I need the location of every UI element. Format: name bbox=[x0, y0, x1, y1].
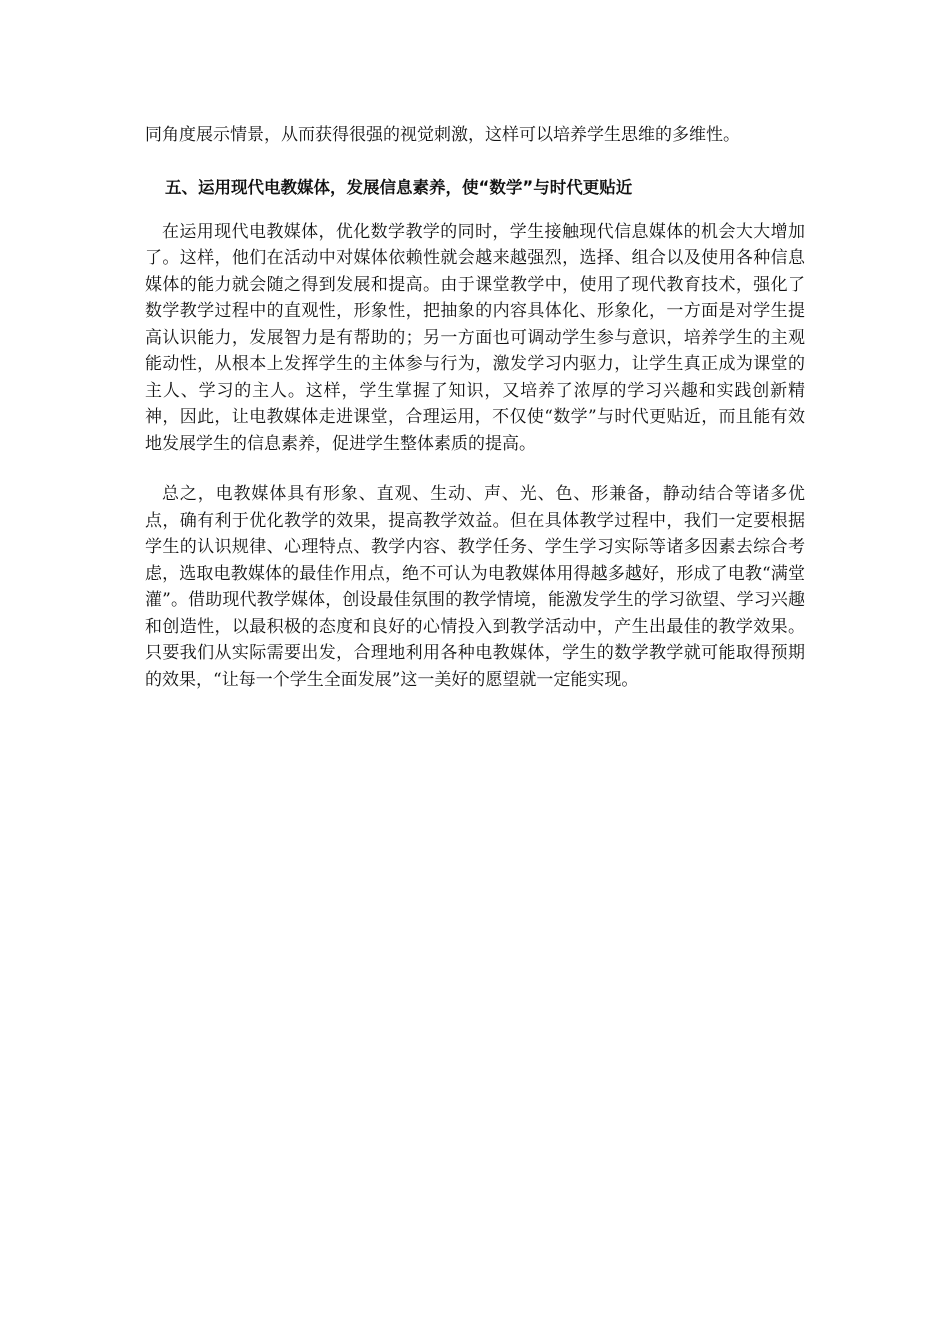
document-body bbox=[145, 122, 805, 693]
paragraph-conclusion: 总之，电教媒体具有形象、直观、生动、声、光、色、形兼备，静动结合等诸多优点，确有利于优化教学的效果，提高教学效益。但在具体教学过程中，我们一定要根据学生的认识规律、心理特点、教学内容、教学任务、学生学习实际等诸多因素去综合考虑，选取电教媒体的最佳作用点，绝不可认为电教媒体用得越多越好，形成了电教“满堂灌”。借助现代教学媒体，创设最佳氛围的教学情境，能激发学生的学习欲望、学习兴趣和创造性，以最积极的态度和良好的心情投入到教学活动中，产生出最佳的教学效果。只要我们从实际需要出发，合理地利用各种电教媒体，学生的数学教学就可能取得预期的效果，“让每一个学生全面发展”这一美好的愿望就一定能实现。 bbox=[145, 484, 805, 690]
paragraph-gap bbox=[145, 457, 805, 481]
paragraph-continuation: 同角度展示情景，从而获得很强的视觉刺激，这样可以培养学生思维的多维性。 bbox=[145, 125, 740, 145]
paragraph-media-literacy: 在运用现代电教媒体，优化数学教学的同时，学生接触现代信息媒体的机会大大增加了。这样，他们在活动中对媒体依赖性就会越来越强烈，选择、组合以及使用各种信息媒体的能力就会随之得到发展和提高。由于课堂教学中，使用了现代教育技术，强化了数学教学过程中的直观性，形象性，把抽象的内容具体化、形象化，一方面是对学生提高认识能力，发展智力是有帮助的；另一方面也可调动学生参与意识，培养学生的主观能动性，从根本上发挥学生的主体参与行为，激发学习内驱力，让学生真正成为课堂的主人、学习的主人。这样，学生掌握了知识，又培养了浓厚的学习兴趣和实践创新精神，因此，让电教媒体走进课堂，合理运用，不仅使“数学”与时代更贴近，而且能有效地发展学生的信息素养，促进学生整体素质的提高。 bbox=[145, 221, 805, 454]
section-heading-5: 五、运用现代电教媒体，发展信息素养，使“数学”与时代更贴近 bbox=[165, 177, 633, 197]
